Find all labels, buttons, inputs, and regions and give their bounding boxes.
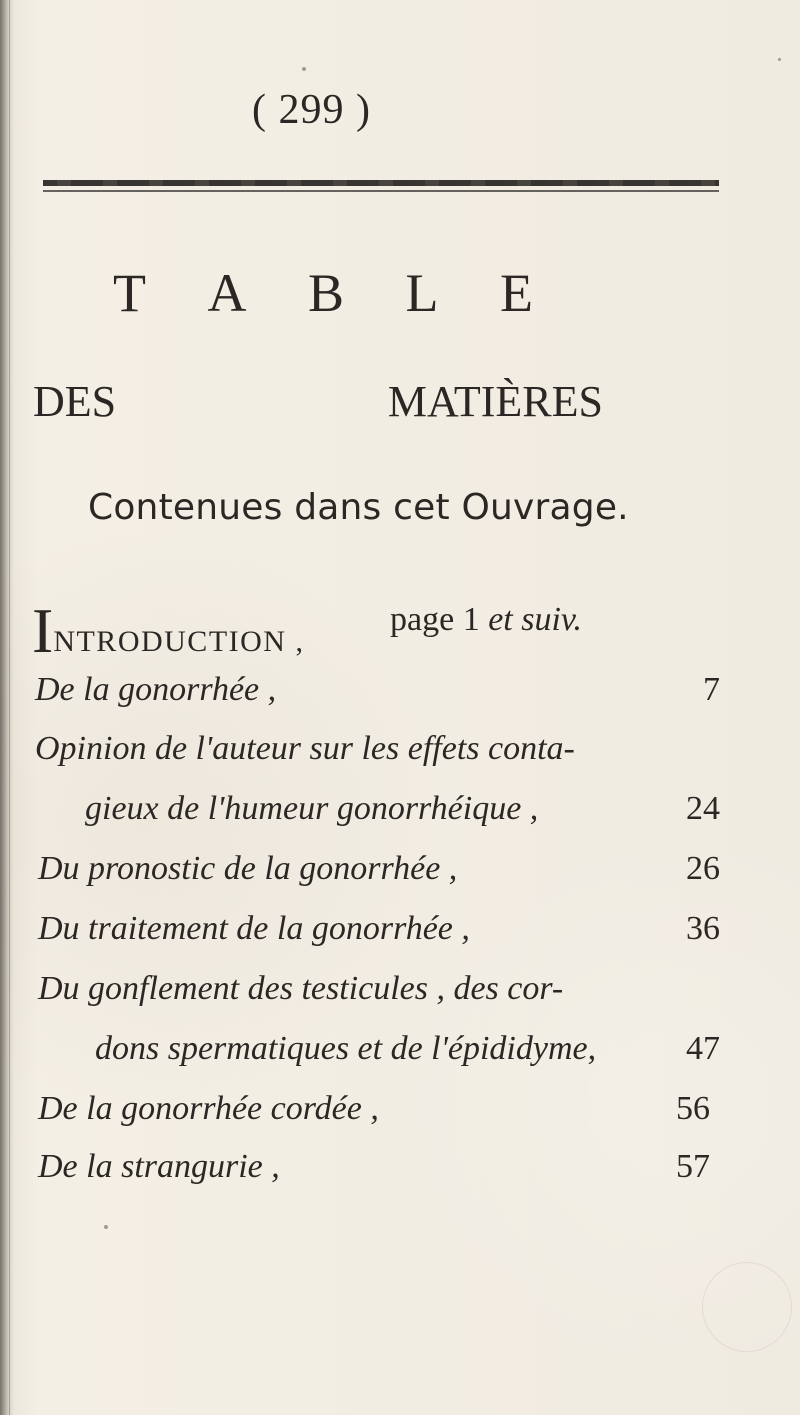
toc-entry-text: De la strangurie , (38, 1148, 280, 1185)
toc-entry (38, 972, 720, 1012)
introduction-page-label: page (390, 601, 455, 638)
toc-entry-text-line2: gieux de l'humeur gonorrhéique , (85, 790, 539, 827)
table-title-letter: B (307, 263, 344, 323)
toc-entry-text-line1: Du gonflement des testicules , des cor- (38, 970, 564, 1007)
toc-entry-text: Du traitement de la gonorrhée , (38, 910, 470, 947)
introduction-page-number: 1 (462, 601, 480, 638)
subtitle-word-des: DES (33, 377, 117, 426)
introduction-page-suffix: et suiv. (488, 601, 582, 638)
toc-entry-page: 56 (676, 1090, 710, 1127)
subtitle-word-matieres: MATIÈRES (387, 377, 603, 426)
toc-entry-text-line1: Opinion de l'auteur sur les effets conta- (35, 730, 575, 767)
table-title-letter: E (499, 263, 533, 323)
introduction-title: NTRODUCTION , (53, 625, 305, 658)
toc-entry (85, 792, 720, 832)
table-title-letter: T (113, 263, 146, 323)
toc-entry (95, 1032, 720, 1072)
table-title-letter: A (207, 263, 247, 323)
introduction-initial: I (32, 595, 54, 666)
toc-entry (38, 1150, 710, 1190)
toc-entry-text-line2: dons spermatiques et de l'épididyme, (95, 1030, 597, 1067)
toc-entry (38, 1092, 710, 1132)
toc-entry-page: 36 (686, 910, 720, 947)
contents-line: Contenues dans cet Ouvrage. (88, 487, 629, 528)
toc-entry (35, 673, 720, 713)
toc-entry-page: 57 (676, 1148, 710, 1185)
toc-entry-introduction (32, 594, 304, 668)
toc-entry (38, 852, 720, 892)
toc-entry-text: Du pronostic de la gonorrhée , (38, 850, 458, 887)
toc-entry-page: 24 (686, 790, 720, 827)
introduction-page-reference (390, 601, 582, 639)
toc-entry (38, 912, 720, 952)
toc-entry (35, 732, 720, 772)
toc-entry-page: 26 (686, 850, 720, 887)
toc-entry-text: De la gonorrhée cordée , (38, 1090, 379, 1127)
page-number: ( 299 ) (252, 87, 371, 133)
toc-entry-page: 47 (686, 1030, 720, 1067)
table-title-letter: L (405, 263, 439, 323)
toc-entry-text: De la gonorrhée , (35, 671, 277, 708)
toc-entry-page: 7 (703, 671, 720, 708)
